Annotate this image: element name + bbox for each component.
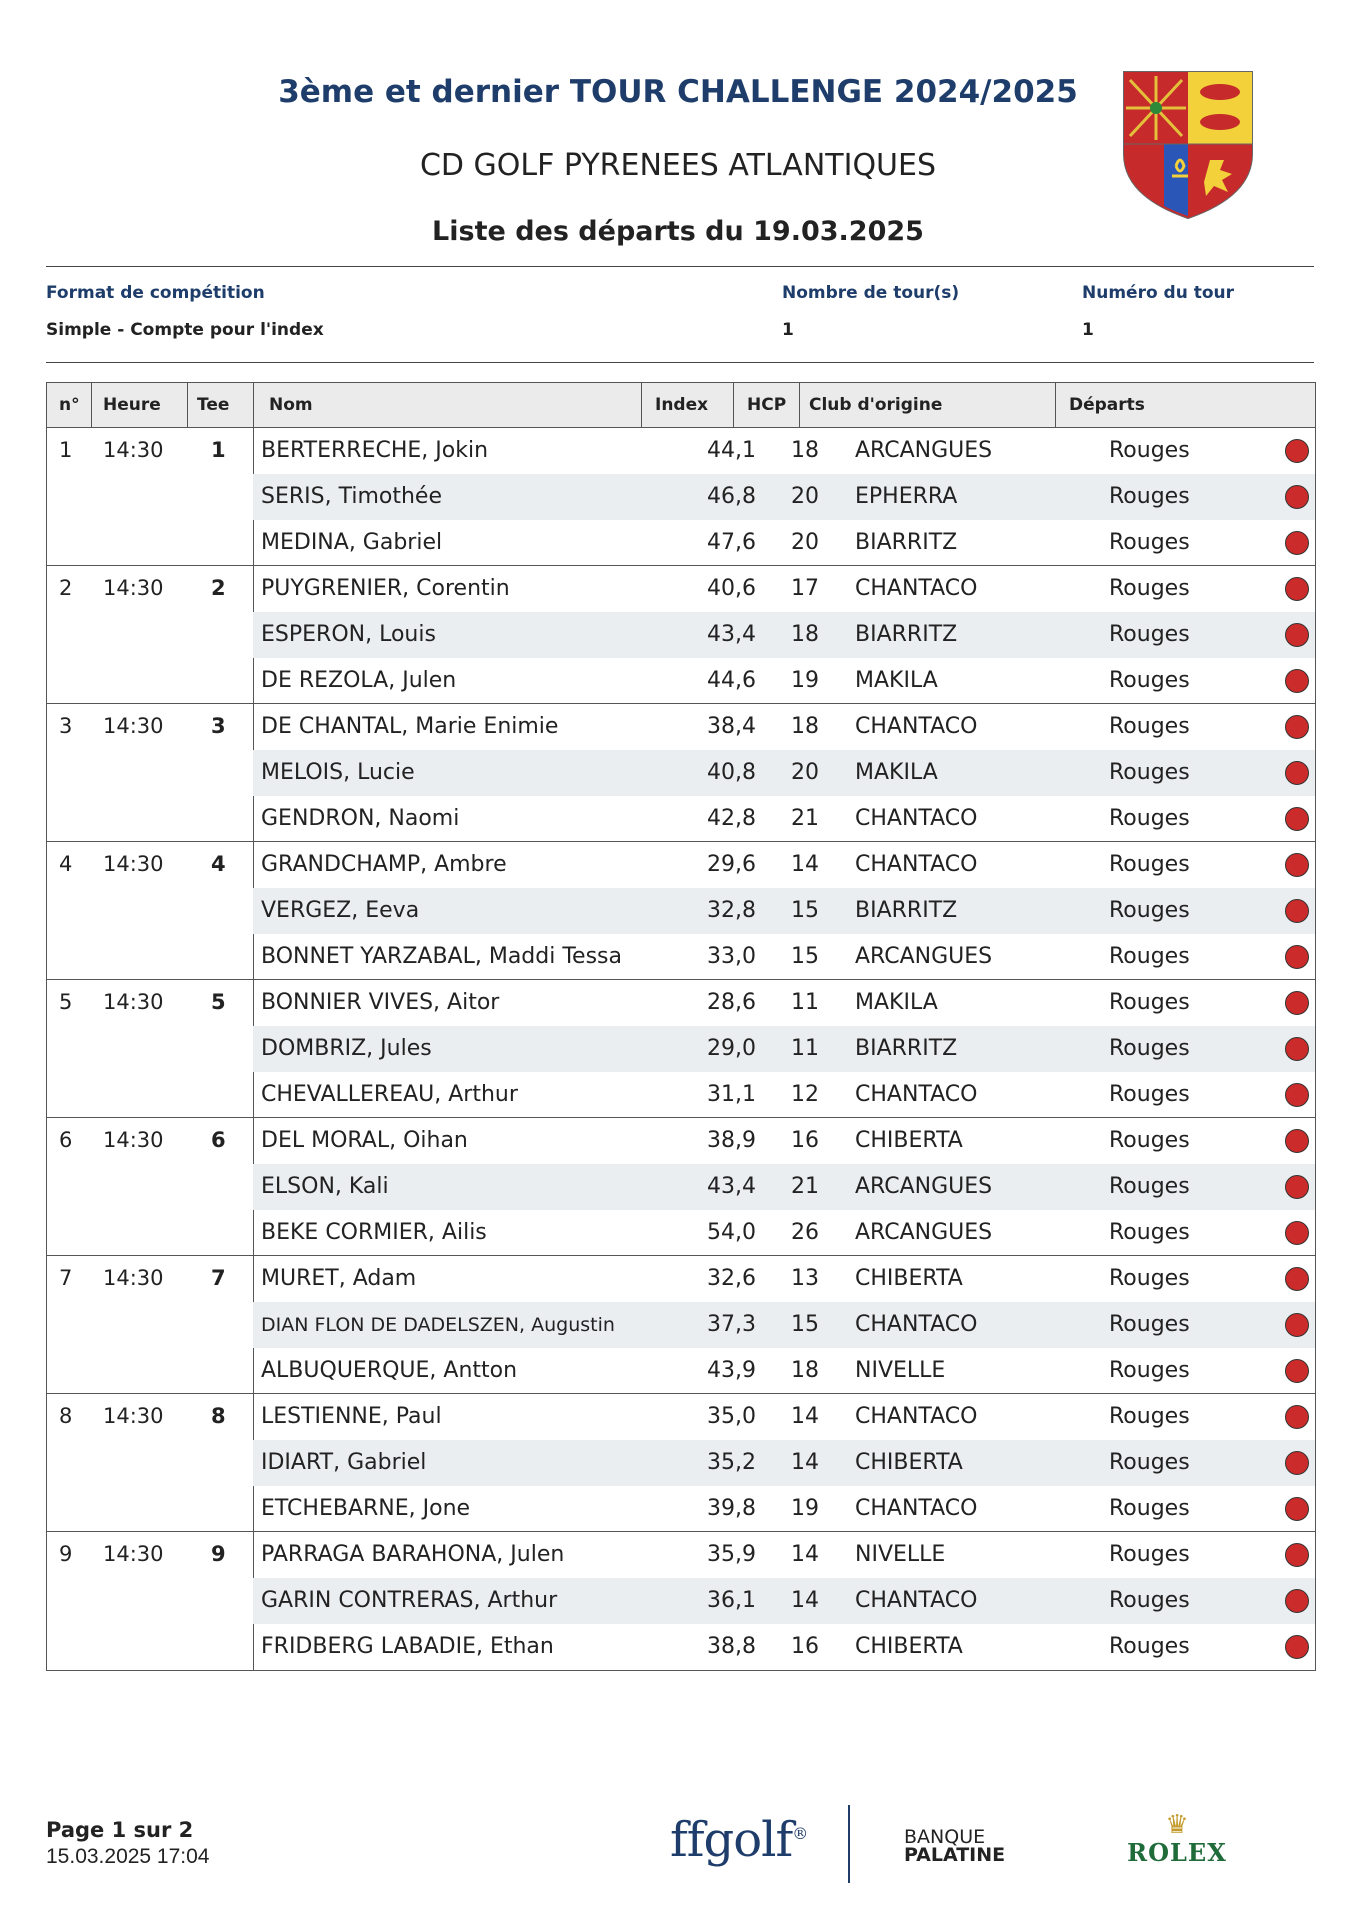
player-row — [253, 1256, 1315, 1302]
player-hcp: 19 — [791, 1496, 819, 1521]
player-index: 44,1 — [707, 438, 756, 463]
player-tee-color: Rouges — [1109, 990, 1190, 1015]
player-name: GARIN CONTRERAS, Arthur — [261, 1588, 558, 1613]
red-tee-marker-icon — [1285, 485, 1309, 509]
player-hcp: 20 — [791, 760, 819, 785]
player-tee-color: Rouges — [1109, 1036, 1190, 1061]
group-tee: 5 — [211, 990, 226, 1014]
player-name: FRIDBERG LABADIE, Ethan — [261, 1634, 554, 1659]
player-row — [253, 474, 1315, 520]
player-name: DOMBRIZ, Jules — [261, 1036, 432, 1061]
player-row — [253, 1348, 1315, 1394]
col-header-tee: Tee — [197, 395, 230, 415]
player-row — [253, 1624, 1315, 1670]
red-tee-marker-icon — [1285, 531, 1309, 555]
player-name: GENDRON, Naomi — [261, 806, 460, 831]
player-club: CHANTACO — [855, 806, 978, 831]
player-name: ALBUQUERQUE, Antton — [261, 1358, 518, 1383]
player-hcp: 16 — [791, 1128, 819, 1153]
player-hcp: 15 — [791, 1312, 819, 1337]
player-club: CHIBERTA — [855, 1128, 963, 1153]
player-club: NIVELLE — [855, 1358, 946, 1383]
player-hcp: 18 — [791, 714, 819, 739]
player-row — [253, 1302, 1315, 1348]
round-number-label: Numéro du tour — [1082, 283, 1235, 303]
player-index: 29,6 — [707, 852, 756, 877]
player-name: ETCHEBARNE, Jone — [261, 1496, 471, 1521]
start-group — [47, 1118, 1315, 1256]
player-row — [253, 1440, 1315, 1486]
player-row — [253, 842, 1315, 888]
red-tee-marker-icon — [1285, 761, 1309, 785]
player-name: SERIS, Timothée — [261, 484, 442, 509]
player-hcp: 15 — [791, 898, 819, 923]
red-tee-marker-icon — [1285, 1129, 1309, 1153]
group-tee: 1 — [211, 438, 226, 462]
player-club: NIVELLE — [855, 1542, 946, 1567]
player-club: MAKILA — [855, 668, 938, 693]
rolex-logo — [1122, 1810, 1232, 1867]
col-header-nom: Nom — [269, 395, 313, 415]
player-name: DEL MORAL, Oihan — [261, 1128, 468, 1153]
player-club: ARCANGUES — [855, 1220, 993, 1245]
player-hcp: 11 — [791, 1036, 819, 1061]
player-index: 32,6 — [707, 1266, 756, 1291]
player-hcp: 20 — [791, 484, 819, 509]
start-group — [47, 428, 1315, 566]
player-tee-color: Rouges — [1109, 852, 1190, 877]
player-tee-color: Rouges — [1109, 1174, 1190, 1199]
player-tee-color: Rouges — [1109, 1082, 1190, 1107]
player-hcp: 26 — [791, 1220, 819, 1245]
red-tee-marker-icon — [1285, 807, 1309, 831]
player-row — [253, 796, 1315, 842]
player-row — [253, 1210, 1315, 1256]
player-name: LESTIENNE, Paul — [261, 1404, 442, 1429]
player-tee-color: Rouges — [1109, 1128, 1190, 1153]
group-number: 9 — [59, 1542, 73, 1566]
player-hcp: 16 — [791, 1634, 819, 1659]
red-tee-marker-icon — [1285, 577, 1309, 601]
player-index: 54,0 — [707, 1220, 756, 1245]
start-group — [47, 1532, 1315, 1670]
red-tee-marker-icon — [1285, 1497, 1309, 1521]
group-number: 6 — [59, 1128, 73, 1152]
crown-icon: ♛ — [1165, 1809, 1189, 1839]
header-divider — [46, 266, 1314, 267]
player-row — [253, 1532, 1315, 1578]
player-name: IDIART, Gabriel — [261, 1450, 427, 1475]
player-index: 38,4 — [707, 714, 756, 739]
start-group — [47, 842, 1315, 980]
player-club: CHIBERTA — [855, 1450, 963, 1475]
player-tee-color: Rouges — [1109, 438, 1190, 463]
player-row — [253, 934, 1315, 980]
player-index: 46,8 — [707, 484, 756, 509]
player-row — [253, 1394, 1315, 1440]
player-tee-color: Rouges — [1109, 1496, 1190, 1521]
banque-palatine-logo — [904, 1828, 1064, 1864]
group-start-time: 14:30 — [103, 714, 164, 738]
player-tee-color: Rouges — [1109, 714, 1190, 739]
competition-title: 3ème et dernier TOUR CHALLENGE 2024/2025 — [278, 74, 1078, 110]
logo-separator — [848, 1805, 850, 1883]
player-name: DIAN FLON DE DADELSZEN, Augustin — [261, 1314, 615, 1336]
group-number: 1 — [59, 438, 73, 462]
player-name: DE CHANTAL, Marie Enimie — [261, 714, 559, 739]
player-index: 39,8 — [707, 1496, 756, 1521]
player-row — [253, 658, 1315, 704]
start-list-table — [46, 382, 1316, 1671]
player-name: BONNET YARZABAL, Maddi Tessa — [261, 944, 622, 969]
group-tee: 2 — [211, 576, 226, 600]
player-name: GRANDCHAMP, Ambre — [261, 852, 507, 877]
table-header — [47, 383, 1315, 428]
player-club: MAKILA — [855, 760, 938, 785]
page-number: Page 1 sur 2 — [46, 1818, 194, 1842]
red-tee-marker-icon — [1285, 1635, 1309, 1659]
red-tee-marker-icon — [1285, 1037, 1309, 1061]
start-group — [47, 980, 1315, 1118]
player-hcp: 15 — [791, 944, 819, 969]
rolex-wordmark: ROLEX — [1127, 1838, 1227, 1867]
player-tee-color: Rouges — [1109, 668, 1190, 693]
red-tee-marker-icon — [1285, 1267, 1309, 1291]
player-hcp: 14 — [791, 1404, 819, 1429]
red-tee-marker-icon — [1285, 1313, 1309, 1337]
player-name: PARRAGA BARAHONA, Julen — [261, 1542, 565, 1567]
group-start-time: 14:30 — [103, 438, 164, 462]
player-club: ARCANGUES — [855, 944, 993, 969]
player-index: 43,4 — [707, 1174, 756, 1199]
start-group — [47, 1394, 1315, 1532]
player-club: CHANTACO — [855, 1588, 978, 1613]
player-tee-color: Rouges — [1109, 1634, 1190, 1659]
player-tee-color: Rouges — [1109, 530, 1190, 555]
col-header-club: Club d'origine — [809, 395, 943, 415]
player-index: 28,6 — [707, 990, 756, 1015]
player-club: BIARRITZ — [855, 898, 958, 923]
player-name: MURET, Adam — [261, 1266, 417, 1291]
player-hcp: 21 — [791, 806, 819, 831]
player-club: CHANTACO — [855, 714, 978, 739]
player-hcp: 14 — [791, 1542, 819, 1567]
red-tee-marker-icon — [1285, 945, 1309, 969]
red-tee-marker-icon — [1285, 1405, 1309, 1429]
player-club: ARCANGUES — [855, 438, 993, 463]
group-number: 5 — [59, 990, 73, 1014]
round-number-value: 1 — [1082, 320, 1094, 340]
player-row — [253, 520, 1315, 566]
player-row — [253, 566, 1315, 612]
player-club: CHANTACO — [855, 1312, 978, 1337]
player-club: CHIBERTA — [855, 1634, 963, 1659]
start-group — [47, 566, 1315, 704]
player-hcp: 14 — [791, 852, 819, 877]
format-label: Format de compétition — [46, 283, 265, 303]
player-row — [253, 1164, 1315, 1210]
player-club: CHANTACO — [855, 576, 978, 601]
player-name: BEKE CORMIER, Ailis — [261, 1220, 487, 1245]
player-club: CHIBERTA — [855, 1266, 963, 1291]
print-timestamp: 15.03.2025 17:04 — [46, 1845, 210, 1868]
player-tee-color: Rouges — [1109, 944, 1190, 969]
player-row — [253, 1578, 1315, 1624]
red-tee-marker-icon — [1285, 1589, 1309, 1613]
group-tee: 6 — [211, 1128, 226, 1152]
col-header-hcp: HCP — [747, 395, 787, 415]
player-name: VERGEZ, Eeva — [261, 898, 420, 923]
player-index: 35,2 — [707, 1450, 756, 1475]
player-index: 31,1 — [707, 1082, 756, 1107]
red-tee-marker-icon — [1285, 899, 1309, 923]
col-header-index: Index — [655, 395, 709, 415]
red-tee-marker-icon — [1285, 1451, 1309, 1475]
player-tee-color: Rouges — [1109, 484, 1190, 509]
player-index: 33,0 — [707, 944, 756, 969]
info-divider — [46, 362, 1314, 363]
player-club: CHANTACO — [855, 1082, 978, 1107]
player-name: MEDINA, Gabriel — [261, 530, 443, 555]
group-tee: 4 — [211, 852, 226, 876]
coat-of-arms-logo — [1120, 70, 1256, 220]
player-name: PUYGRENIER, Corentin — [261, 576, 510, 601]
player-row — [253, 1026, 1315, 1072]
group-start-time: 14:30 — [103, 1266, 164, 1290]
group-start-time: 14:30 — [103, 990, 164, 1014]
player-hcp: 14 — [791, 1588, 819, 1613]
player-row — [253, 1072, 1315, 1118]
group-number: 2 — [59, 576, 73, 600]
player-index: 42,8 — [707, 806, 756, 831]
player-row — [253, 612, 1315, 658]
player-row — [253, 980, 1315, 1026]
player-tee-color: Rouges — [1109, 1358, 1190, 1383]
player-hcp: 12 — [791, 1082, 819, 1107]
rounds-label: Nombre de tour(s) — [782, 283, 960, 303]
col-header-n: n° — [59, 395, 80, 415]
player-tee-color: Rouges — [1109, 806, 1190, 831]
red-tee-marker-icon — [1285, 439, 1309, 463]
player-index: 40,6 — [707, 576, 756, 601]
organization-name: CD GOLF PYRENEES ATLANTIQUES — [419, 148, 937, 183]
player-tee-color: Rouges — [1109, 898, 1190, 923]
player-hcp: 13 — [791, 1266, 819, 1291]
player-tee-color: Rouges — [1109, 576, 1190, 601]
player-index: 38,8 — [707, 1634, 756, 1659]
group-number: 3 — [59, 714, 73, 738]
player-index: 32,8 — [707, 898, 756, 923]
col-header-heure: Heure — [103, 395, 161, 415]
group-number: 7 — [59, 1266, 73, 1290]
group-start-time: 14:30 — [103, 852, 164, 876]
group-start-time: 14:30 — [103, 1128, 164, 1152]
player-club: EPHERRA — [855, 484, 958, 509]
player-hcp: 18 — [791, 438, 819, 463]
player-club: MAKILA — [855, 990, 938, 1015]
player-index: 40,8 — [707, 760, 756, 785]
red-tee-marker-icon — [1285, 1175, 1309, 1199]
player-club: CHANTACO — [855, 1404, 978, 1429]
player-index: 36,1 — [707, 1588, 756, 1613]
red-tee-marker-icon — [1285, 669, 1309, 693]
player-name: BERTERRECHE, Jokin — [261, 438, 489, 463]
red-tee-marker-icon — [1285, 1221, 1309, 1245]
player-club: BIARRITZ — [855, 530, 958, 555]
bank-logo-line2: PALATINE — [904, 1844, 1006, 1866]
player-index: 35,0 — [707, 1404, 756, 1429]
table-body — [47, 428, 1315, 1670]
player-tee-color: Rouges — [1109, 1266, 1190, 1291]
red-tee-marker-icon — [1285, 1359, 1309, 1383]
player-row — [253, 1118, 1315, 1164]
group-number: 4 — [59, 852, 73, 876]
player-name: MELOIS, Lucie — [261, 760, 415, 785]
player-tee-color: Rouges — [1109, 1220, 1190, 1245]
player-index: 43,4 — [707, 622, 756, 647]
player-tee-color: Rouges — [1109, 1450, 1190, 1475]
player-name: ELSON, Kali — [261, 1174, 389, 1199]
player-club: ARCANGUES — [855, 1174, 993, 1199]
player-club: BIARRITZ — [855, 1036, 958, 1061]
format-value: Simple - Compte pour l'index — [46, 320, 324, 340]
player-hcp: 21 — [791, 1174, 819, 1199]
player-name: BONNIER VIVES, Aitor — [261, 990, 500, 1015]
col-header-departs: Départs — [1069, 395, 1145, 415]
player-tee-color: Rouges — [1109, 1312, 1190, 1337]
group-tee: 7 — [211, 1266, 226, 1290]
player-row — [253, 750, 1315, 796]
player-name: ESPERON, Louis — [261, 622, 436, 647]
group-tee: 3 — [211, 714, 226, 738]
player-index: 38,9 — [707, 1128, 756, 1153]
player-club: BIARRITZ — [855, 622, 958, 647]
player-hcp: 18 — [791, 622, 819, 647]
red-tee-marker-icon — [1285, 1083, 1309, 1107]
red-tee-marker-icon — [1285, 715, 1309, 739]
red-tee-marker-icon — [1285, 853, 1309, 877]
group-number: 8 — [59, 1404, 73, 1428]
rounds-value: 1 — [782, 320, 794, 340]
player-row — [253, 428, 1315, 474]
red-tee-marker-icon — [1285, 623, 1309, 647]
start-group — [47, 704, 1315, 842]
player-hcp: 17 — [791, 576, 819, 601]
start-group — [47, 1256, 1315, 1394]
player-row — [253, 1486, 1315, 1532]
player-row — [253, 888, 1315, 934]
group-tee: 9 — [211, 1542, 226, 1566]
player-hcp: 11 — [791, 990, 819, 1015]
group-start-time: 14:30 — [103, 1542, 164, 1566]
player-hcp: 18 — [791, 1358, 819, 1383]
group-start-time: 14:30 — [103, 576, 164, 600]
player-name: CHEVALLEREAU, Arthur — [261, 1082, 518, 1107]
player-club: CHANTACO — [855, 852, 978, 877]
player-index: 29,0 — [707, 1036, 756, 1061]
list-title: Liste des départs du 19.03.2025 — [432, 216, 924, 247]
group-start-time: 14:30 — [103, 1404, 164, 1428]
ffgolf-logo: ffgolf® — [670, 1812, 808, 1868]
player-name: DE REZOLA, Julen — [261, 668, 457, 693]
red-tee-marker-icon — [1285, 991, 1309, 1015]
player-index: 44,6 — [707, 668, 756, 693]
bank-logo-line1: BANQUE — [904, 1826, 986, 1848]
player-index: 37,3 — [707, 1312, 756, 1337]
player-tee-color: Rouges — [1109, 1404, 1190, 1429]
player-tee-color: Rouges — [1109, 1542, 1190, 1567]
player-hcp: 20 — [791, 530, 819, 555]
red-tee-marker-icon — [1285, 1543, 1309, 1567]
player-index: 35,9 — [707, 1542, 756, 1567]
player-hcp: 14 — [791, 1450, 819, 1475]
group-tee: 8 — [211, 1404, 226, 1428]
player-tee-color: Rouges — [1109, 622, 1190, 647]
player-index: 43,9 — [707, 1358, 756, 1383]
player-hcp: 19 — [791, 668, 819, 693]
player-tee-color: Rouges — [1109, 760, 1190, 785]
player-tee-color: Rouges — [1109, 1588, 1190, 1613]
player-row — [253, 704, 1315, 750]
player-club: CHANTACO — [855, 1496, 978, 1521]
player-index: 47,6 — [707, 530, 756, 555]
